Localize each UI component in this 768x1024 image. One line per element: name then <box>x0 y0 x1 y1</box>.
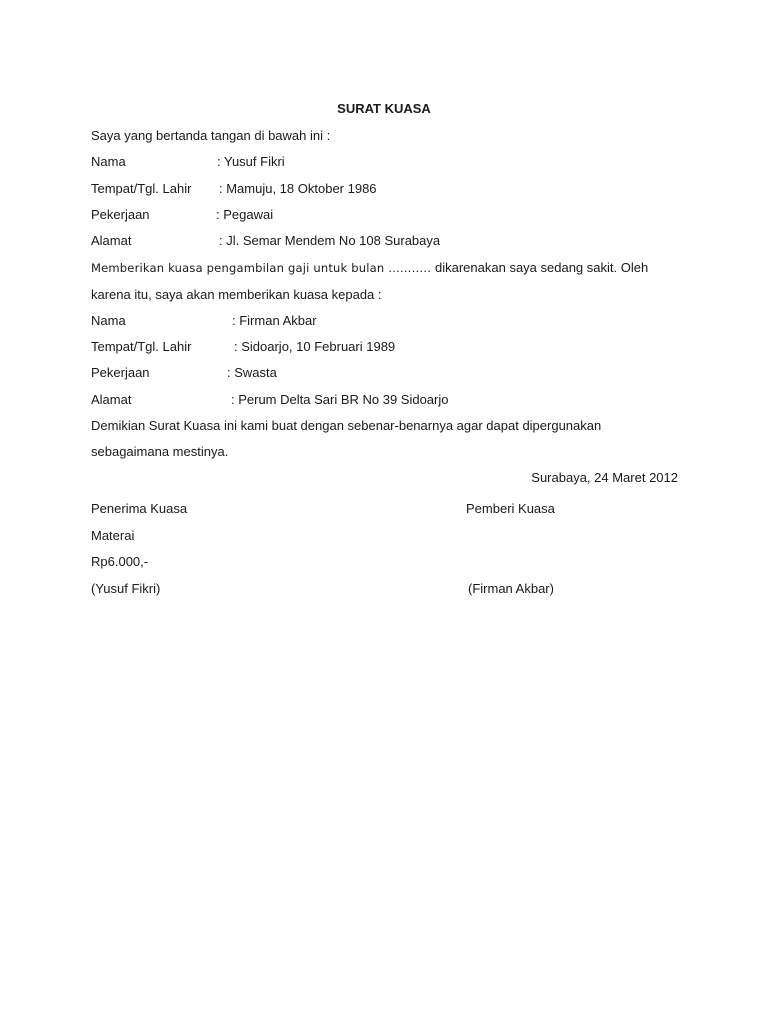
document-title: SURAT KUASA <box>337 101 431 116</box>
closing-text-line1: Demikian Surat Kuasa ini kami buat dengan sebenar-benarnya agar dapat dipergunakan <box>91 418 602 433</box>
grantee-job-value: : Swasta <box>227 365 277 380</box>
grantor-address-value: : Jl. Semar Mendem No 108 Surabaya <box>219 233 441 248</box>
stamp-value: Rp6.000,- <box>91 554 149 569</box>
grantor-job-value: : Pegawai <box>216 207 274 222</box>
grantor-address-label: Alamat <box>91 233 132 248</box>
grantor-birth-value: : Mamuju, 18 Oktober 1986 <box>219 181 377 196</box>
grantee-address-label: Alamat <box>91 392 132 407</box>
grantee-job-label: Pekerjaan <box>91 365 150 380</box>
closing-text-line2: sebagaimana mestinya. <box>91 444 229 459</box>
grantor-name-label: Nama <box>91 154 126 169</box>
stamp-label: Materai <box>91 528 135 543</box>
intro-text: Saya yang bertanda tangan di bawah ini : <box>91 128 331 143</box>
purpose-text-part1: Memberikan kuasa pengambilan gaji untuk bulan ……….. <box>91 261 432 275</box>
grantee-birth-label: Tempat/Tgl. Lahir <box>91 339 192 354</box>
grantee-birth-value: : Sidoarjo, 10 Februari 1989 <box>234 339 396 354</box>
grantor-birth-label: Tempat/Tgl. Lahir <box>91 181 192 196</box>
grantee-name-value: : Firman Akbar <box>232 313 317 328</box>
grantee-signature-name: (Yusuf Fikri) <box>91 581 161 596</box>
purpose-text-part2: dikarenakan saya sedang sakit. Oleh <box>435 260 649 275</box>
grantor-name-value: : Yusuf Fikri <box>217 154 285 169</box>
grantor-job-label: Pekerjaan <box>91 207 150 222</box>
place-date: Surabaya, 24 Maret 2012 <box>531 470 678 485</box>
grantor-signature-name: (Firman Akbar) <box>468 581 554 596</box>
grantee-address-value: : Perum Delta Sari BR No 39 Sidoarjo <box>231 392 449 407</box>
purpose-text-line2: karena itu, saya akan memberikan kuasa kepada : <box>91 287 382 302</box>
grantee-signature-role: Penerima Kuasa <box>91 501 188 516</box>
grantee-name-label: Nama <box>91 313 126 328</box>
grantor-signature-role: Pemberi Kuasa <box>466 501 555 516</box>
